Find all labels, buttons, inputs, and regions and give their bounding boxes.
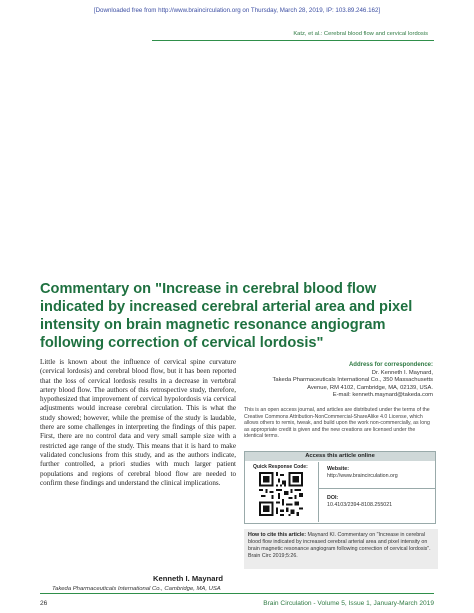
correspondence-name: Dr. Kenneth I. Maynard, <box>371 369 433 376</box>
doi-label: DOI: <box>327 495 339 501</box>
citation-text: Maynard KI. Commentary on "Increase in cerebral blood flow indicated by increased cerebral arterial area and pixel intensity on brain magnetic resonance angiogram following correction of cervical lordosis". Brain Circ 2019;5:26. <box>248 532 431 559</box>
page-number: 26 <box>40 600 48 607</box>
access-box-rule <box>319 488 435 489</box>
correspondence-line1: Takeda Pharmaceuticals International Co., 350 Massachusetts <box>272 377 433 383</box>
correspondence-block <box>233 362 433 400</box>
access-box-title: Access this article online <box>245 452 435 461</box>
license-text: This is an open access journal, and articles are distributed under the terms of the Creative Commons Attribution-NonCommercial-ShareAlike 4.0 License, which allows others to remix, tweak, and build upon the work non-commercially, as long as appropriate credit is given and the new creations are licensed under the identical terms. <box>244 407 430 440</box>
author-affiliation: Takeda Pharmaceuticals International Co., Cambridge, MA, USA <box>52 586 221 592</box>
journal-footer: Brain Circulation - Volume 5, Issue 1, January-March 2019 <box>263 600 434 607</box>
doi-link[interactable]: 10.4103/2394-8108.255021 <box>327 502 393 508</box>
article-title: Commentary on "Increase in cerebral blood flow indicated by increased cerebral arterial area and pixel intensity on brain magnetic resonance angiogram following correction of cervical lordosis" <box>40 281 413 351</box>
website-label: Website: <box>327 466 349 472</box>
citation-box <box>244 529 438 569</box>
access-box-divider <box>318 462 319 522</box>
qr-code-icon[interactable] <box>259 472 303 516</box>
website-link[interactable]: http://www.braincirculation.org <box>327 473 398 479</box>
running-header: Katz, et al.: Cerebral blood flow and cervical lordosis <box>293 31 428 37</box>
download-note: [Downloaded free from http://www.braincirculation.org on Thursday, March 28, 2019, IP: 103.89.246.162] <box>93 7 381 14</box>
correspondence-email[interactable]: E-mail: kenneth.maynard@takeda.com <box>332 392 433 398</box>
article-body: Little is known about the influence of cervical spine curvature (cervical lordosis) and cerebral blood flow, but it has been reported that the loss of cervical lordosis results in a decrease in vertebral artery blood flow. The authors of this retrospective study, therefore, hypothesized that improvement of cervical hypolordosis via cervical adjustments would increase cerebral circulation. This is what the study showed; however, while the premise of the study is laudable, there are some challenges in interpreting the findings of this paper. First, there are no control data and very small sample size with a restricted age range of the study. This means that it is hard to make validated conclusions from this study, and as the authors indicate, further controlled, a priori studies with much larger patient populations and regions of cerebral blood flow are needed to confirm these findings and understand the clinical implications. <box>40 358 236 487</box>
correspondence-heading: Address for correspondence: <box>348 362 433 368</box>
citation-label: How to cite this article: <box>248 532 306 538</box>
footer-rule <box>40 593 434 594</box>
qr-label: Quick Response Code: <box>253 464 308 470</box>
header-rule <box>152 40 434 41</box>
correspondence-line2: Avenue, RM 4102, Cambridge, MA, 02139, USA. <box>307 384 433 391</box>
author-name: Kenneth I. Maynard <box>153 574 224 583</box>
access-online-box <box>244 451 436 524</box>
